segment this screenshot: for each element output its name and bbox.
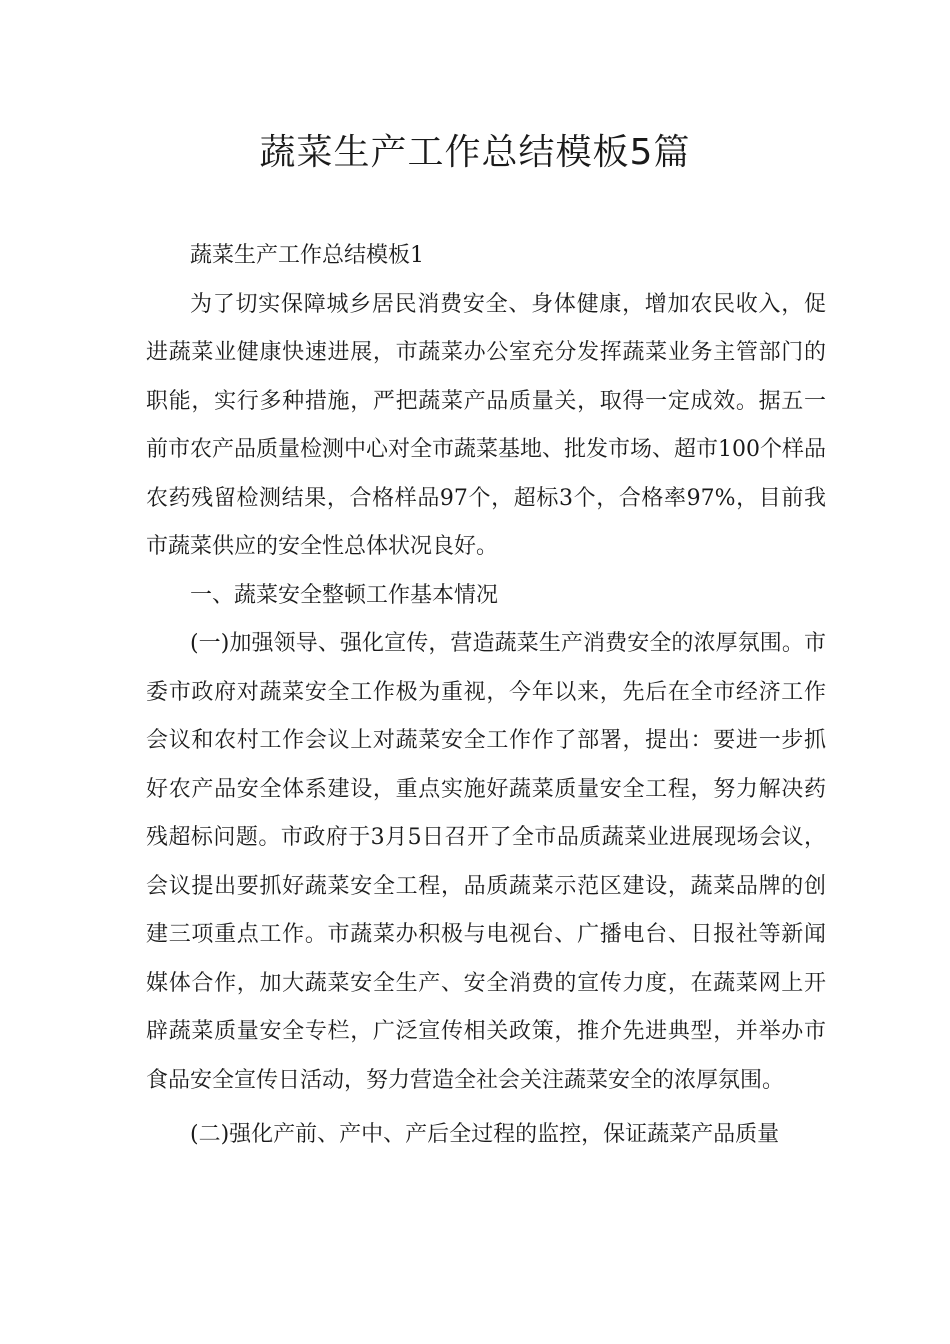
document-body (146, 232, 826, 1160)
section-heading: 一、蔬菜安全整顿工作基本情况 (190, 582, 499, 608)
section-heading: 蔬菜生产工作总结模板1 (190, 243, 424, 268)
document-title: 蔬菜生产工作总结模板5篇 (259, 132, 691, 173)
body-paragraph: 为了切实保障城乡居民消费安全、身体健康，增加农民收入，促进蔬菜业健康快速进展，市蔬菜办公室充分发挥蔬菜业务主管部门的职能，实行多种措施，严把蔬菜产品质量关，取得一定成效。据五一前市农产品质量检测中心对全市蔬菜基地、批发市场、超市100个样品农药残留检测结果，合格样品97个，超标3个，合格率97%，目前我市蔬菜供应的安全性总体状况良好。 (146, 291, 826, 559)
body-paragraph: (一)加强领导、强化宣传，营造蔬菜生产消费安全的浓厚氛围。市委市政府对蔬菜安全工作极为重视，今年以来，先后在全市经济工作会议和农村工作会议上对蔬菜安全工作作了部署，提出：要进一步抓好农产品安全体系建设，重点实施好蔬菜质量安全工程，努力解决药残超标问题。市政府于3月5日召开了全市品质蔬菜业进展现场会议，会议提出要抓好蔬菜安全工程，品质蔬菜示范区建设，蔬菜品牌的创建三项重点工作。市蔬菜办积极与电视台、广播电台、日报社等新闻媒体合作，加大蔬菜安全生产、安全消费的宣传力度，在蔬菜网上开辟蔬菜质量安全专栏，广泛宣传相关政策，推介先进典型，并举办市食品安全宣传日活动，努力营造全社会关注蔬菜安全的浓厚氛围。 (146, 631, 826, 1093)
body-paragraph: (二)强化产前、产中、产后全过程的监控，保证蔬菜产品质量 (190, 1122, 780, 1147)
